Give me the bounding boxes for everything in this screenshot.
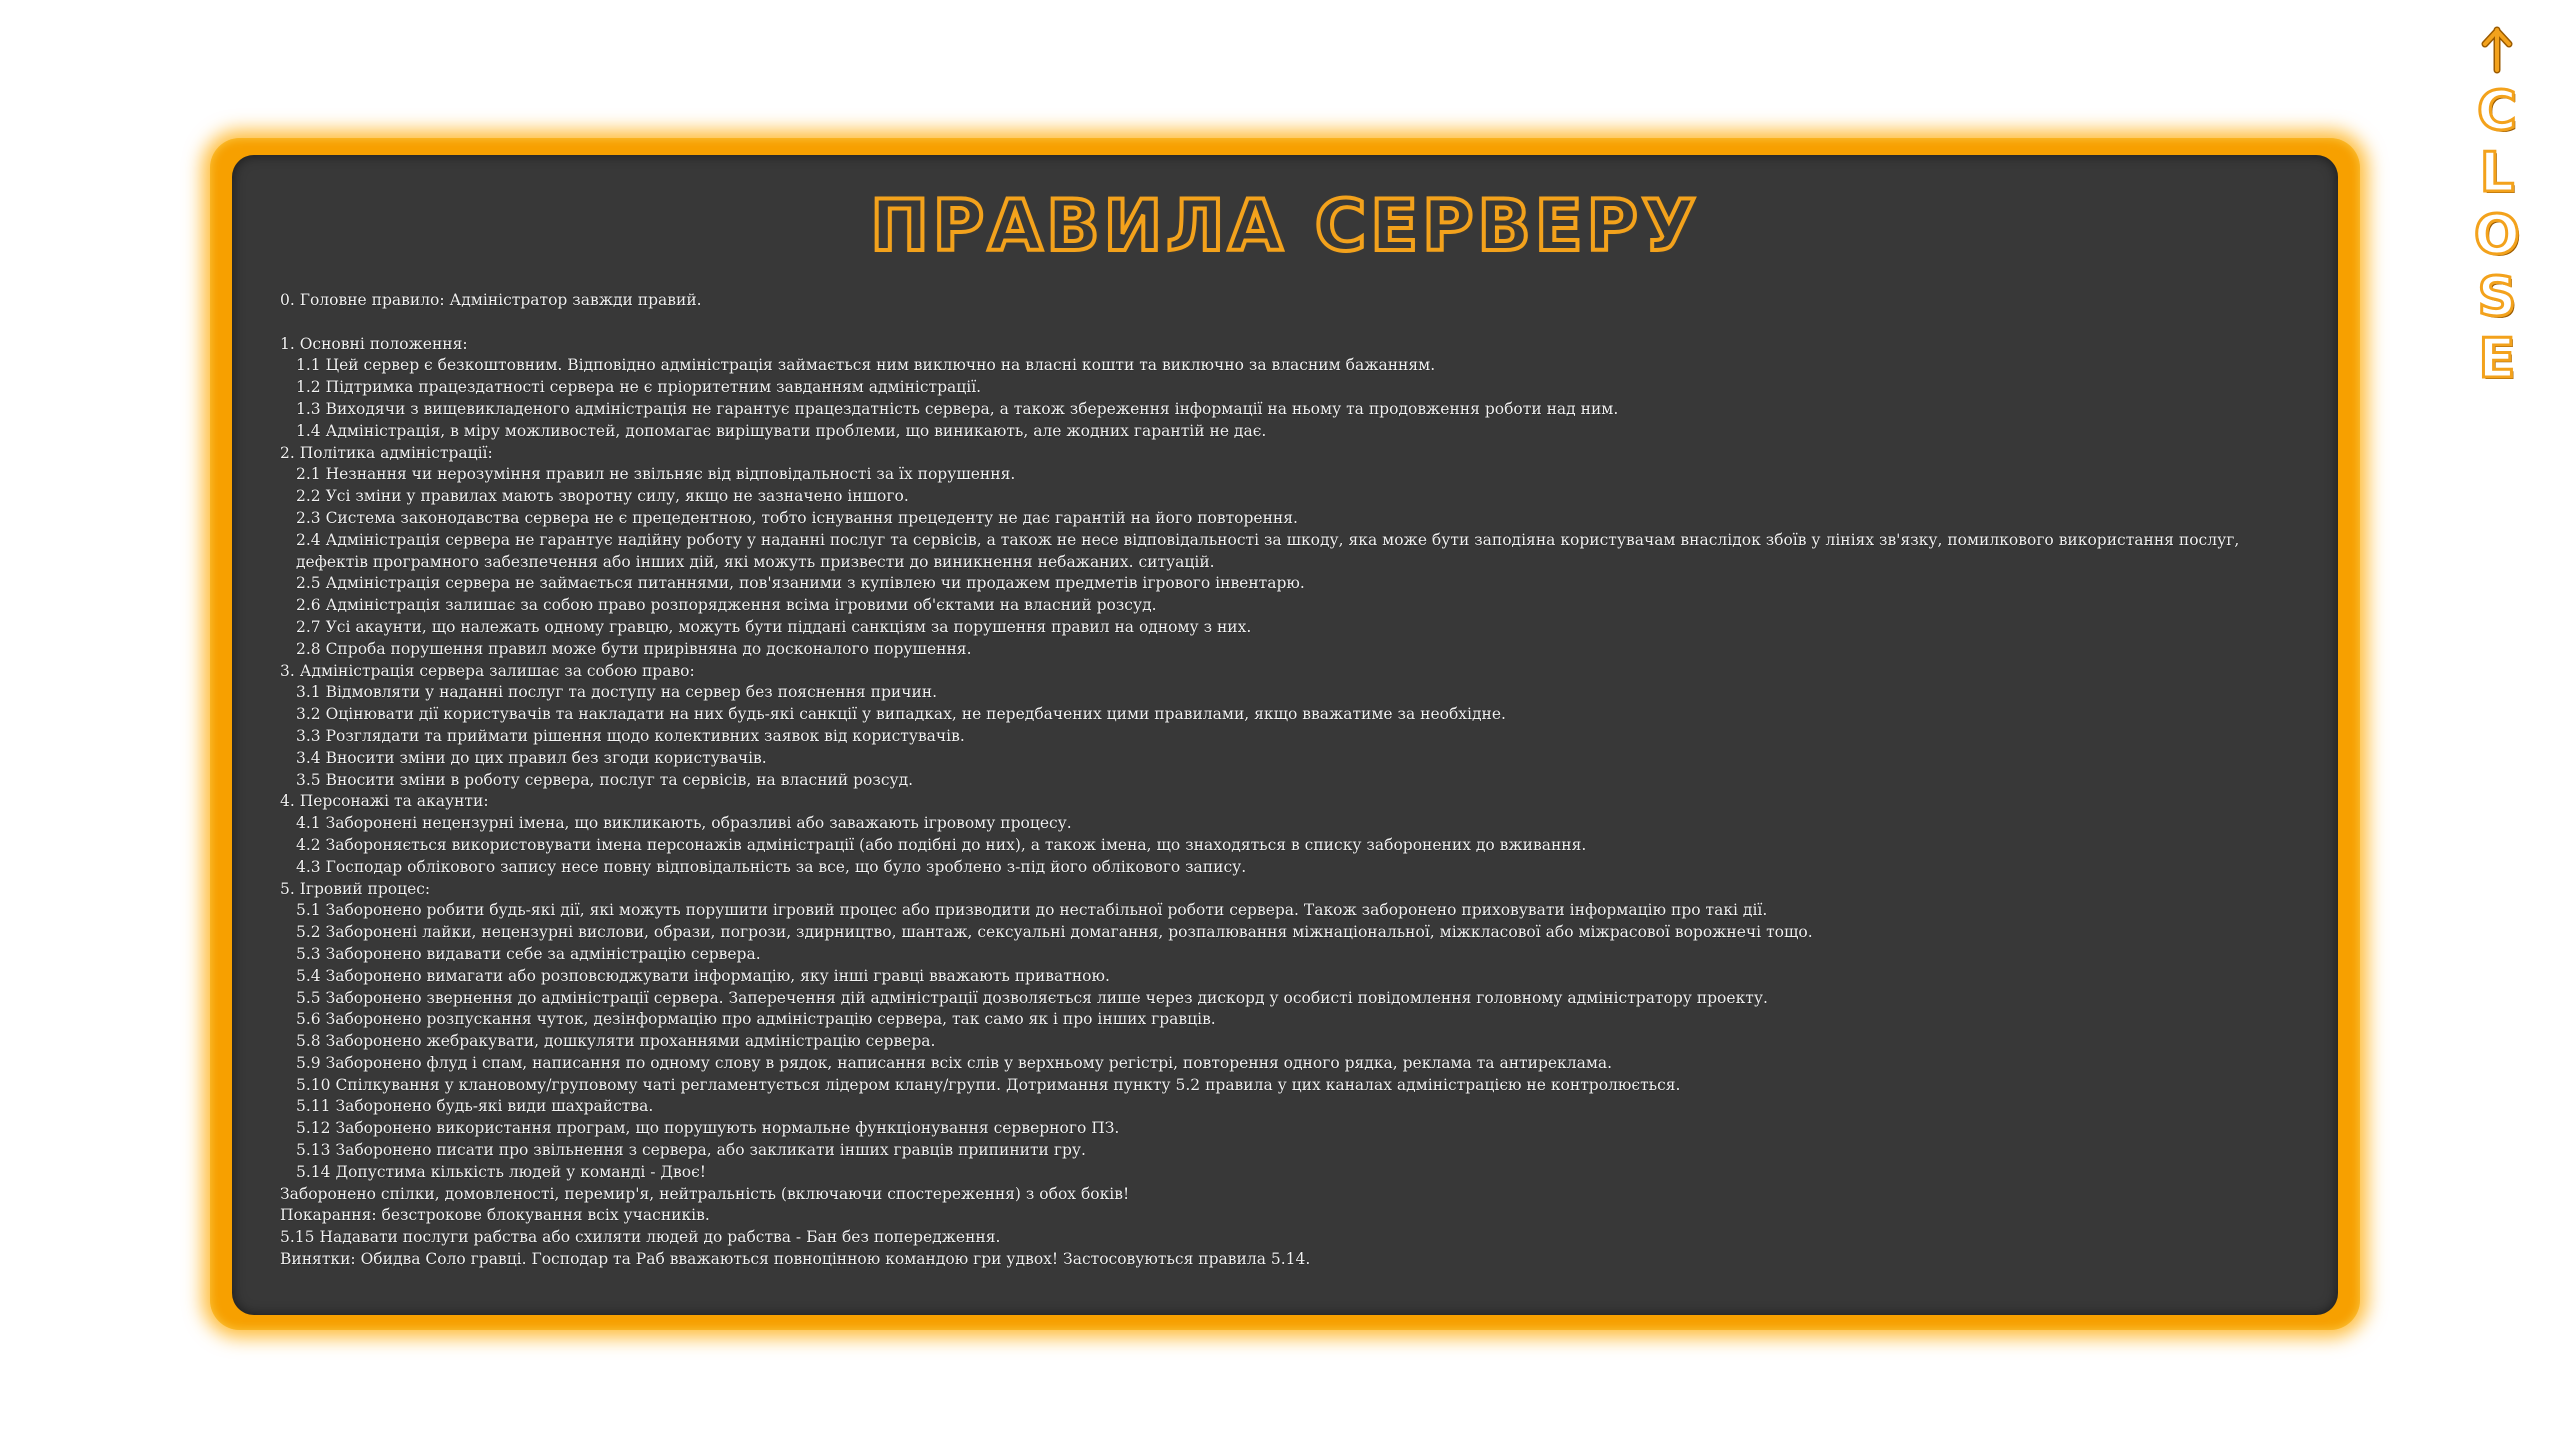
blank-line xyxy=(280,312,2310,334)
rule-line: 4.2 Забороняється використовувати імена персонажів адміністрації (або подібні до них), а також імена, що знаходяться в списку заборонених до вживання. xyxy=(296,835,1587,854)
page-title: ПРАВИЛА СЕРВЕРУ xyxy=(870,185,1700,267)
rule-line: 2.5 Адміністрація сервера не займається питаннями, пов'язаними з купівлею чи продажем предметів ігрового інвентарю. xyxy=(296,574,1305,593)
rule-line: 2.6 Адміністрація залишає за собою право розпорядження всіма ігровими об'єктами на власний розсуд. xyxy=(296,596,1157,615)
rule-line: 5.5 Заборонено звернення до адміністрації сервера. Заперечення дій адміністрації дозволяється лише через дискорд у особисті повідомлення головному адміністратору проекту. xyxy=(296,988,1768,1007)
rules-panel xyxy=(232,155,2338,1315)
rule-line: 3.2 Оцінювати дії користувачів та накладати на них будь-які санкції у випадках, не передбачених цими правилами, якщо вважатиме за необхідне. xyxy=(296,705,1506,724)
rule-line: 5.14 Допустима кількість людей у команді - Двоє! xyxy=(296,1162,707,1181)
close-button[interactable] xyxy=(2462,26,2532,396)
rule-line: 1. Основні положення: xyxy=(280,334,468,353)
rule-line: 5.12 Заборонено використання програм, що порушують нормальне функціонування серверного ПЗ. xyxy=(296,1119,1120,1138)
rule-line: 5. Ігровий процес: xyxy=(280,879,431,898)
close-letter: S xyxy=(2477,265,2517,328)
close-letter: E xyxy=(2478,327,2516,390)
rule-line: 5.4 Заборонено вимагати або розповсюджувати інформацію, яку інші гравці вважають приватною. xyxy=(296,966,1110,985)
rule-line: 1.1 Цей сервер є безкоштовним. Відповідно адміністрація займається ним виключно на власні кошти та виключно за власним бажанням. xyxy=(296,356,1436,375)
rule-line: 2. Політика адміністрації: xyxy=(280,443,493,462)
rules-list xyxy=(280,290,2310,1271)
rule-line: 5.13 Заборонено писати про звільнення з сервера, або закликати інших гравців припинити гру. xyxy=(296,1141,1086,1160)
rule-line: 5.11 Заборонено будь-які види шахрайства. xyxy=(296,1097,654,1116)
rule-line: 2.2 Усі зміни у правилах мають зворотну силу, якщо не зазначено іншого. xyxy=(296,487,909,506)
rule-line: 5.15 Надавати послуги рабства або схиляти людей до рабства - Бан без попередження. xyxy=(280,1228,1001,1247)
rule-line: 4. Персонажі та акаунти: xyxy=(280,792,489,811)
rule-line: 5.3 Заборонено видавати себе за адміністрацію сервера. xyxy=(296,944,761,963)
rule-line: 3.5 Вносити зміни в роботу сервера, послуг та сервісів, на власний розсуд. xyxy=(296,770,914,789)
rule-line: Покарання: безстрокове блокування всіх учасників. xyxy=(280,1206,710,1225)
close-letter: O xyxy=(2474,203,2520,266)
rule-line: 1.3 Виходячи з вищевикладеного адміністрація не гарантує працездатність сервера, а також збереження інформації на ньому та продовження роботи над ним. xyxy=(296,399,1619,418)
rule-line: 5.6 Заборонено розпускання чуток, дезінформацію про адміністрацію сервера, так само як і про інших гравців. xyxy=(296,1010,1216,1029)
rule-line: 3. Адміністрація сервера залишає за собою право: xyxy=(280,661,695,680)
rule-line: 4.3 Господар облікового запису несе повну відповідальність за все, що було зроблено з-під його облікового запису. xyxy=(296,857,1247,876)
rule-line: 5.10 Спілкування у клановому/груповому чаті регламентується лідером клану/групи. Дотримання пункту 5.2 правила у цих каналах адміністрацією не контролюється. xyxy=(296,1075,1681,1094)
close-letter: C xyxy=(2477,79,2517,142)
rule-line: 2.7 Усі акаунти, що належать одному гравцю, можуть бути піддані санкціям за порушення правил на одному з них. xyxy=(296,617,1252,636)
rule-line: 1.4 Адміністрація, в міру можливостей, допомагає вирішувати проблеми, що виникають, але жодних гарантій не дає. xyxy=(296,421,1267,440)
rule-line: 5.8 Заборонено жебракувати, дошкуляти проханнями адміністрацію сервера. xyxy=(296,1032,936,1051)
rule-line: 5.1 Заборонено робити будь-які дії, які можуть порушити ігровий процес або призводити до нестабільної роботи сервера. Також заборонено приховувати інформацію про такі дії. xyxy=(296,901,1768,920)
rule-line: 2.1 Незнання чи нерозуміння правил не звільняє від відповідальності за їх порушення. xyxy=(296,465,1016,484)
rule-line: 5.2 Заборонені лайки, нецензурні вислови, образи, погрози, здирництво, шантаж, сексуальні домагання, розпалювання міжнаціональної, міжкласової або міжрасової ворожнечі тощо. xyxy=(296,923,1813,942)
rule-line: 1.2 Підтримка працездатності сервера не є пріоритетним завданням адміністрації. xyxy=(296,378,982,397)
rule-line: 2.4 Адміністрація сервера не гарантує надійну роботу у наданні послуг та сервісів, а також не несе відповідальності за шкоду, яка може бути заподіяна користувачам внаслідок збоїв у лініях зв'язку, помилкового використання послуг, дефектів програмного забезпечення або інших дій, які можуть призвести до виникнення небажаних. ситуацій. xyxy=(296,530,2240,571)
rule-line: 4.1 Заборонені нецензурні імена, що викликають, образливі або заважають ігровому процесу. xyxy=(296,814,1072,833)
rule-line: Заборонено спілки, домовленості, перемир'я, нейтральність (включаючи спостереження) з обох боків! xyxy=(280,1184,1130,1203)
arrow-up-icon xyxy=(2480,26,2514,74)
close-letter: L xyxy=(2479,141,2515,204)
rule-line: 3.4 Вносити зміни до цих правил без згоди користувачів. xyxy=(296,748,767,767)
rule-line: 3.1 Відмовляти у наданні послуг та доступу на сервер без пояснення причин. xyxy=(296,683,938,702)
rule-line: 3.3 Розглядати та приймати рішення щодо колективних заявок від користувачів. xyxy=(296,726,965,745)
rule-line: 2.3 Система законодавства сервера не є прецедентною, тобто існування прецеденту не дає гарантій на його повторення. xyxy=(296,508,1298,527)
rule-line: 0. Головне правило: Адміністратор завжди правий. xyxy=(280,291,702,309)
rule-line: 5.9 Заборонено флуд і спам, написання по одному слову в рядок, написання всіх слів у верхньому регістрі, повторення одного рядка, реклама та антиреклама. xyxy=(296,1053,1613,1072)
rule-line: Винятки: Обидва Соло гравці. Господар та Раб вважаються повноцінною командою гри удвох! Застосовуються правила 5.14. xyxy=(280,1250,1311,1269)
rule-line: 2.8 Спроба порушення правил може бути прирівняна до досконалого порушення. xyxy=(296,639,972,658)
